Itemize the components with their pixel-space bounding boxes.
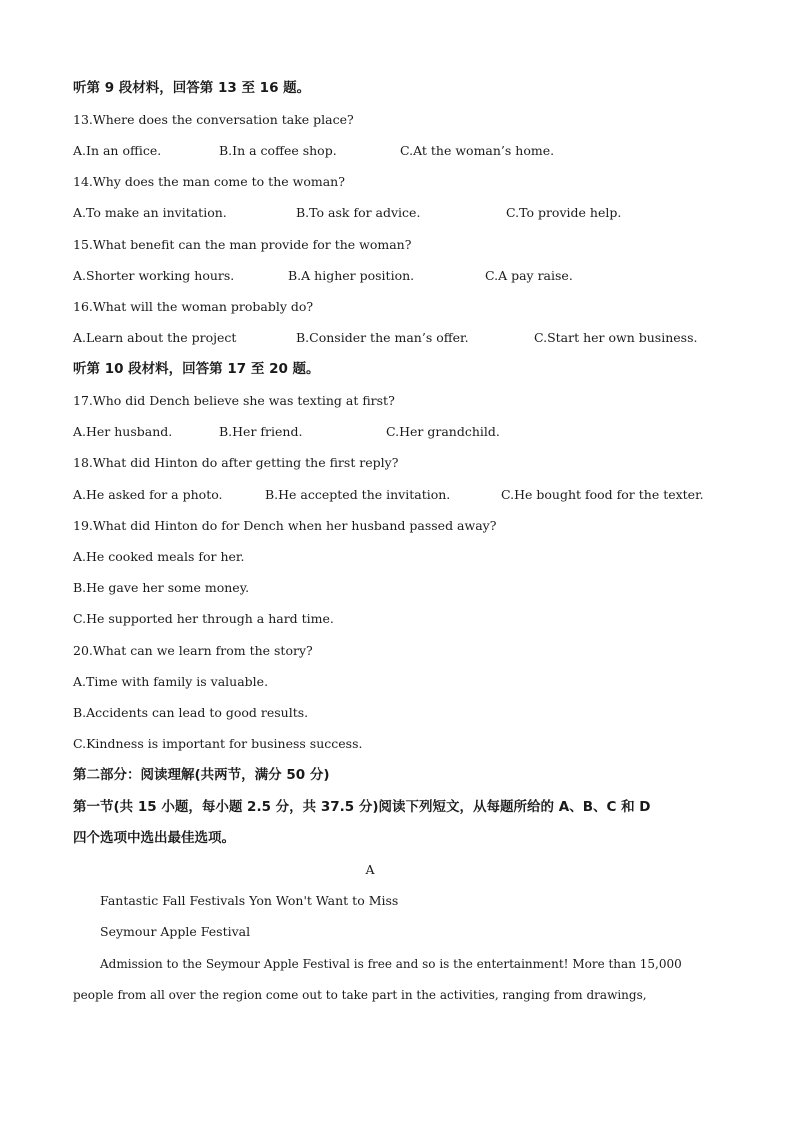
option-14-a: A.To make an invitation. bbox=[73, 205, 227, 220]
question-16-options bbox=[73, 328, 698, 348]
question-13-options bbox=[73, 141, 555, 161]
option-14-c: C.To provide help. bbox=[506, 205, 622, 220]
question-18-stem: 18.What did Hinton do after getting the first reply? bbox=[73, 455, 399, 470]
question-13-stem: 13.Where does the conversation take place? bbox=[73, 112, 354, 127]
part-2-instruction-line-1: 第一节(共 15 小题，每小题 2.5 分，共 37.5 分)阅读下列短文，从每题所给的 A、B、C 和 D bbox=[73, 799, 651, 815]
option-13-a: A.In an office. bbox=[73, 143, 162, 158]
option-15-b: B.A higher position. bbox=[288, 268, 415, 283]
option-20-b: B.Accidents can lead to good results. bbox=[73, 705, 309, 720]
option-15-c: C.A pay raise. bbox=[485, 268, 573, 283]
passage-title: Fantastic Fall Festivals Yon Won't Want to Miss bbox=[100, 893, 399, 908]
passage-line-2: people from all over the region come out to take part in the activities, ranging from drawings, bbox=[73, 988, 647, 1002]
question-19-stem: 19.What did Hinton do for Dench when her husband passed away? bbox=[73, 518, 497, 533]
question-20-stem: 20.What can we learn from the story? bbox=[73, 643, 313, 658]
section-9-header: 听第 9 段材料，回答第 13 至 16 题。 bbox=[73, 80, 311, 96]
option-14-b: B.To ask for advice. bbox=[296, 205, 421, 220]
option-13-b: B.In a coffee shop. bbox=[219, 143, 337, 158]
option-19-c: C.He supported her through a hard time. bbox=[73, 611, 334, 626]
passage-subtitle: Seymour Apple Festival bbox=[100, 924, 251, 939]
option-18-b: B.He accepted the invitation. bbox=[265, 487, 451, 502]
question-14-options bbox=[73, 203, 622, 223]
question-18-options bbox=[73, 485, 704, 505]
part-2-instruction-line-2: 四个选项中选出最佳选项。 bbox=[73, 830, 235, 846]
option-16-c: C.Start her own business. bbox=[534, 330, 698, 345]
option-15-a: A.Shorter working hours. bbox=[73, 268, 235, 283]
passage-label: A bbox=[365, 862, 375, 877]
section-10-header: 听第 10 段材料，回答第 17 至 20 题。 bbox=[73, 361, 320, 377]
option-17-b: B.Her friend. bbox=[219, 424, 303, 439]
option-16-b: B.Consider the man’s offer. bbox=[296, 330, 469, 345]
option-16-a: A.Learn about the project bbox=[73, 330, 237, 345]
option-17-a: A.Her husband. bbox=[73, 424, 173, 439]
option-19-a: A.He cooked meals for her. bbox=[73, 549, 245, 564]
part-2-header: 第二部分：阅读理解(共两节，满分 50 分) bbox=[73, 767, 330, 783]
question-14-stem: 14.Why does the man come to the woman? bbox=[73, 174, 345, 189]
option-17-c: C.Her grandchild. bbox=[386, 424, 500, 439]
option-20-a: A.Time with family is valuable. bbox=[73, 674, 269, 689]
passage-line-1: Admission to the Seymour Apple Festival is free and so is the entertainment! More than 15,000 bbox=[100, 957, 682, 971]
question-16-stem: 16.What will the woman probably do? bbox=[73, 299, 314, 314]
option-20-c: C.Kindness is important for business success. bbox=[73, 736, 363, 751]
question-17-stem: 17.Who did Dench believe she was texting at first? bbox=[73, 393, 395, 408]
question-17-options bbox=[73, 422, 500, 442]
option-18-a: A.He asked for a photo. bbox=[73, 487, 223, 502]
option-13-c: C.At the woman’s home. bbox=[400, 143, 555, 158]
option-18-c: C.He bought food for the texter. bbox=[501, 487, 704, 502]
question-15-stem: 15.What benefit can the man provide for the woman? bbox=[73, 237, 412, 252]
question-15-options bbox=[73, 266, 573, 286]
option-19-b: B.He gave her some money. bbox=[73, 580, 250, 595]
